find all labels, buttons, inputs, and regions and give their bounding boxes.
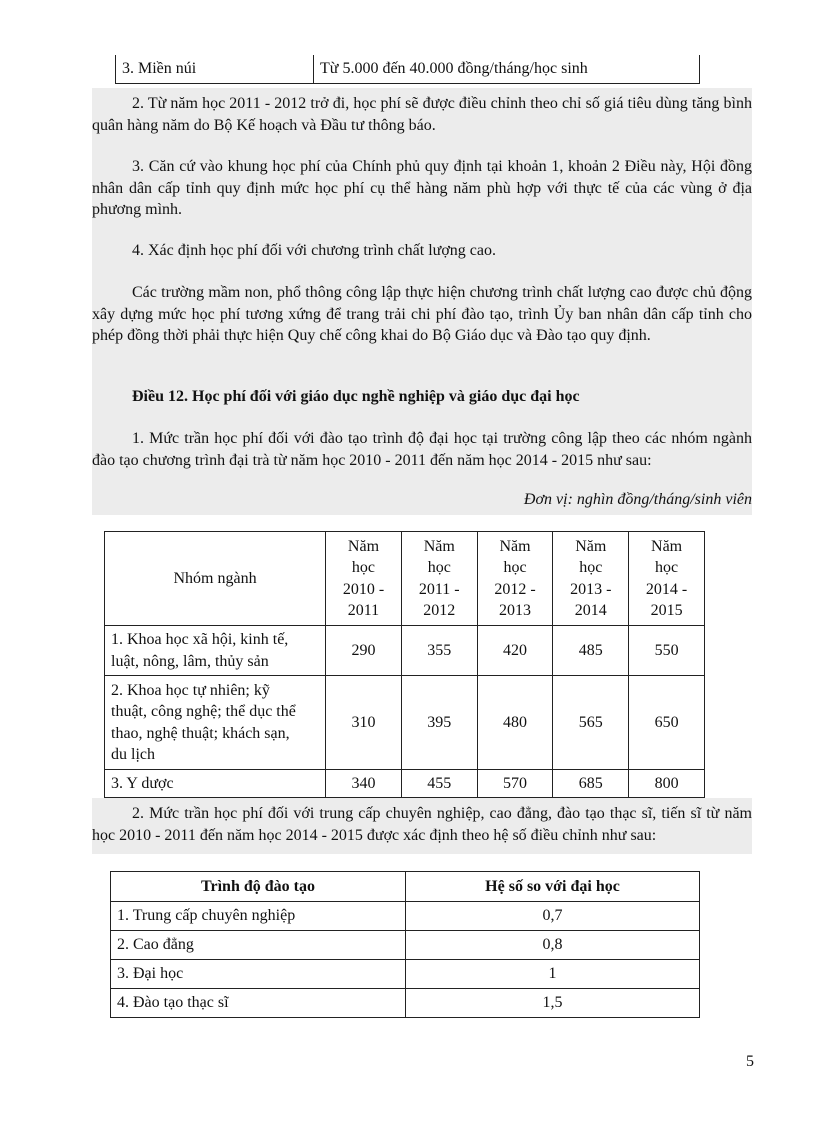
group-cell — [105, 676, 326, 770]
coef-cell: 1 — [406, 960, 700, 989]
header-year-line: Năm — [347, 537, 380, 555]
paragraph-coefficients: 2. Mức trần học phí đối với trung cấp chuyên nghiệp, cao đẳng, đào tạo thạc sĩ, tiến sĩ từ năm học 2010 - 2011 đến năm học 2014 - 2015 được xác định theo hệ số điều chỉnh như sau: — [92, 805, 752, 844]
paragraph-university-cap: 1. Mức trần học phí đối với đào tạo trình độ đại học tại trường công lập theo các nhóm ngành đào tạo chương trình đại trà từ năm học 2010 - 2011 đến năm học 2014 - 2015 như sau: — [92, 430, 752, 469]
header-level: Trình độ đào tạo — [111, 872, 406, 902]
table-row — [105, 626, 705, 676]
table-row — [105, 676, 705, 770]
header-year-line: học — [503, 559, 527, 576]
group-line: thao, nghệ thuật; khách sạn, — [111, 724, 290, 742]
group-line: du lịch — [111, 746, 155, 763]
fee-value: 685 — [553, 770, 629, 798]
group-line: thuật, công nghệ; thể dục thể — [111, 703, 296, 720]
header-year-line: Năm — [575, 537, 607, 555]
header-year-line: 2015 — [650, 602, 683, 619]
header-year-line: học — [351, 559, 376, 576]
paragraph-high-quality: 4. Xác định học phí đối với chương trình chất lượng cao. — [132, 242, 496, 259]
group-line: luật, nông, lâm, thủy sản — [111, 652, 269, 670]
level-cell: 3. Đại học — [111, 960, 406, 989]
page-number: 5 — [746, 1053, 754, 1070]
coef-table-header — [111, 872, 700, 902]
table-row — [111, 960, 700, 989]
header-year-line: 2013 - — [570, 580, 612, 598]
paragraph-provincial-council: 3. Căn cứ vào khung học phí của Chính phủ quy định tại khoản 1, khoản 2 Điều này, Hội đồng nhân dân cấp tỉnh quy định mức học phí cụ thể hàng năm phù hợp với thực tế của các vùng ở địa phương mình. — [92, 158, 752, 218]
fee-value: 565 — [553, 676, 629, 770]
fee-value: 310 — [326, 676, 402, 770]
header-year-line: 2014 — [574, 602, 607, 619]
coef-table — [110, 871, 700, 1018]
group-cell — [105, 770, 326, 798]
header-year-2012 — [477, 532, 553, 626]
header-year-line: 2011 — [347, 602, 380, 619]
header-year-2013 — [553, 532, 629, 626]
coef-cell: 0,8 — [406, 931, 700, 960]
fee-value: 480 — [477, 676, 553, 770]
fee-value: 570 — [477, 770, 553, 798]
fee-table — [104, 531, 705, 798]
fee-value: 650 — [629, 676, 705, 770]
header-year-line: học — [579, 559, 603, 576]
coef-cell: 1,5 — [406, 989, 700, 1018]
table-row — [111, 989, 700, 1018]
fee-value: 455 — [401, 770, 477, 798]
group-cell — [105, 626, 326, 676]
group-line: 1. Khoa học xã hội, kinh tế, — [111, 631, 289, 648]
fee-value: 420 — [477, 626, 553, 676]
header-year-line: học — [655, 559, 679, 576]
fee-table-header — [105, 532, 705, 626]
level-cell: 1. Trung cấp chuyên nghiệp — [111, 902, 406, 931]
top-table — [115, 55, 700, 84]
level-cell: 4. Đào tạo thạc sĩ — [111, 989, 406, 1018]
table-row — [111, 931, 700, 960]
header-year-line: 2011 - — [418, 580, 460, 598]
header-year-line: 2012 — [423, 602, 456, 619]
header-year-line: Năm — [651, 537, 683, 555]
header-year-line: 2010 - — [342, 580, 385, 598]
header-year-line: Năm — [423, 537, 455, 555]
region-label: 3. Miền núi — [116, 55, 314, 83]
header-group: Nhóm ngành — [105, 532, 326, 626]
fee-value: 290 — [326, 626, 402, 676]
fee-value: 395 — [401, 676, 477, 770]
table-row — [116, 55, 700, 83]
region-fee: Từ 5.000 đến 40.000 đồng/tháng/học sinh — [314, 55, 700, 83]
header-year-line: Năm — [499, 537, 531, 555]
paragraph-cpi-adjustment: 2. Từ năm học 2011 - 2012 trở đi, học phí sẽ được điều chỉnh theo chỉ số giá tiêu dùng tăng bình quân hàng năm do Bộ Kế hoạch và Đầu tư thông báo. — [92, 95, 752, 134]
header-year-2011 — [401, 532, 477, 626]
header-year-line: 2012 - — [494, 580, 536, 598]
header-year-line: học — [427, 559, 451, 576]
level-cell: 2. Cao đẳng — [111, 931, 406, 960]
article-heading: Điều 12. Học phí đối với giáo dục nghề nghiệp và giáo dục đại học — [132, 388, 580, 405]
header-coef: Hệ số so với đại học — [406, 872, 700, 902]
fee-value: 485 — [553, 626, 629, 676]
header-year-line: 2013 — [499, 602, 531, 619]
group-line: 3. Y dược — [111, 774, 174, 792]
fee-value: 800 — [629, 770, 705, 798]
table-row — [105, 770, 705, 798]
fee-value: 340 — [326, 770, 402, 798]
group-line: 2. Khoa học tự nhiên; kỹ — [111, 681, 270, 699]
table-row — [111, 902, 700, 931]
paragraph-public-schools: Các trường mầm non, phổ thông công lập thực hiện chương trình chất lượng cao được chủ động xây dựng mức học phí tương xứng để trang trải chi phí đào tạo, trình Ủy ban nhân dân cấp tỉnh cho phép đồng thời phải thực hiện Quy chế công khai do Bộ Giáo dục và Đào tạo quy định. — [92, 284, 752, 344]
header-year-2014 — [629, 532, 705, 626]
header-year-line: 2014 - — [645, 580, 688, 598]
fee-value: 355 — [401, 626, 477, 676]
fee-value: 550 — [629, 626, 705, 676]
unit-note: Đơn vị: nghìn đồng/tháng/sinh viên — [523, 491, 752, 508]
coef-cell: 0,7 — [406, 902, 700, 931]
header-year-2010 — [326, 532, 402, 626]
